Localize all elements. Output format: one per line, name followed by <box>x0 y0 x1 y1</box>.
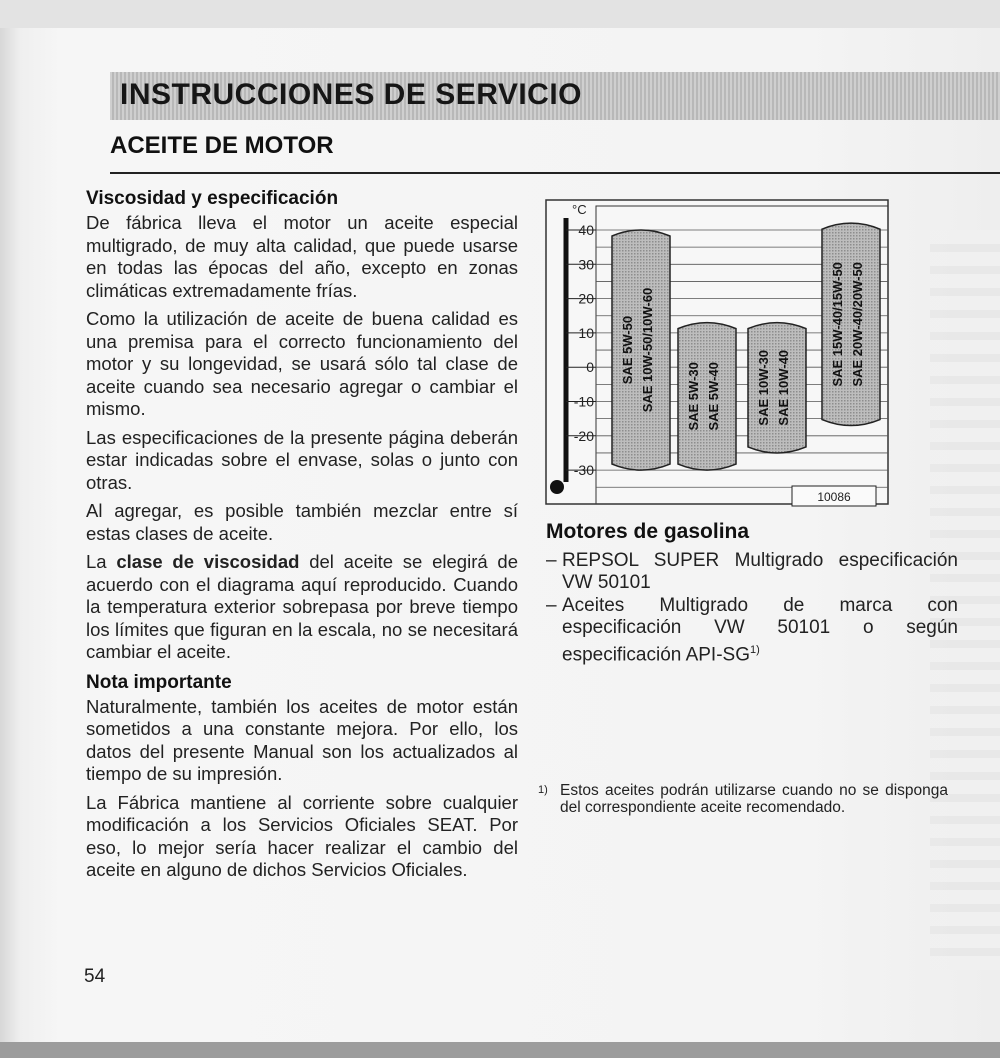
paragraph-1: De fábrica lleva el motor un aceite especial multigrado, de muy alta calidad, que puede usarse en todas las épocas del año, excepto en zonas climáticas extremadamente frías. <box>86 212 518 301</box>
paragraph-4: Al agregar, es posible también mezclar entre sí estas clases de aceite. <box>86 500 518 544</box>
left-column <box>86 186 518 888</box>
y-tick-label: 30 <box>578 256 594 273</box>
bar-4-label: SAE 15W-40/15W-50 <box>830 262 845 387</box>
y-tick-label: 20 <box>578 290 594 307</box>
bar-3-label: SAE 10W-30 <box>756 349 771 426</box>
y-tick-label: 10 <box>578 324 594 341</box>
y-tick-label: 0 <box>586 359 594 376</box>
thermometer-bulb <box>550 480 564 494</box>
bar-1-label: SAE 10W-50/10W-60 <box>640 287 655 413</box>
heading-nota: Nota importante <box>86 671 232 693</box>
bar-2-label: SAE 5W-40 <box>706 362 721 431</box>
paragraph-7: La Fábrica mantiene al corriente sobre cualquier modificación a los Servicios Oficiales SEAT. Por eso, lo mejor sería hacer realizar el cambio del aceite en alguno de dichos Servicios Oficiales. <box>86 791 518 880</box>
heading-viscosidad: Viscosidad y especificación <box>86 188 339 209</box>
bar-2-label: SAE 5W-30 <box>686 362 701 431</box>
y-tick-label: -30 <box>573 462 594 479</box>
paragraph-6: Naturalmente, también los aceites de motor están sometidos a una constante mejora. Por ello, los datos del presente Manual son los actualizados al tiempo de su impresión. <box>86 695 518 784</box>
footnote <box>538 782 948 816</box>
section-title: ACEITE DE MOTOR <box>110 132 334 159</box>
section-divider <box>110 172 1000 174</box>
paragraph-5-bold: clase de viscosidad <box>116 551 300 572</box>
y-tick-label: -20 <box>573 427 594 444</box>
scan-bottom-edge <box>0 1042 1000 1058</box>
y-tick-label: 40 <box>578 222 594 238</box>
figure-id: 10086 <box>817 490 851 504</box>
paragraph-5-post: del aceite se elegirá de acuerdo con el diagrama aquí reproducido. Cuando la temperatura exterior sobrepasa por breve tiempo los límites que figuran en la escala, no se necesitará cambiar el aceite. <box>86 551 519 662</box>
spec-item-1-text: REPSOL SUPER Multigrado especificación VW 50101 <box>562 550 958 593</box>
spec-item-2-wrap <box>562 595 958 666</box>
paragraph-5 <box>86 551 518 664</box>
dash-bullet: – <box>546 595 557 616</box>
paragraph-5-pre: La <box>86 551 117 572</box>
spec-item-2 <box>546 595 958 666</box>
right-column <box>546 520 958 667</box>
spec-item-2-text: Aceites Multigrado de marca con especificación VW 50101 o según especificación API-SG <box>562 595 958 666</box>
bar-1-label: SAE 5W-50 <box>620 315 635 385</box>
viscosity-chart <box>544 196 894 514</box>
bar-4-label: SAE 20W-40/20W-50 <box>850 262 865 387</box>
scan-top-margin <box>0 0 1000 28</box>
viscosity-chart-svg <box>544 196 894 514</box>
footnote-mark: 1) <box>538 784 548 796</box>
paragraph-3: Las especificaciones de la presente página deberán estar indicadas sobre el envase, solas o junto con otras. <box>86 426 518 493</box>
bar-3-label: SAE 10W-40 <box>776 349 791 426</box>
paragraph-2: Como la utilización de aceite de buena calidad es una premisa para el correcto funcionamiento del motor y su longevidad, se usará sólo tal clase de aceite cuando sea necesario agregar o cambiar el mismo. <box>86 308 518 419</box>
heading-motores: Motores de gasolina <box>546 520 750 543</box>
banner-title: INSTRUCCIONES DE SERVICIO <box>120 78 583 111</box>
dash-bullet: – <box>546 550 557 571</box>
unit-label: °C <box>572 202 587 217</box>
page-number: 54 <box>84 966 106 987</box>
spec-item-1 <box>546 550 958 594</box>
footnote-text: Estos aceites podrán utilizarse cuando no se disponga del correspondiente aceite recomendado. <box>560 782 948 816</box>
y-tick-label: -10 <box>573 393 594 410</box>
footnote-ref: 1) <box>749 644 760 656</box>
